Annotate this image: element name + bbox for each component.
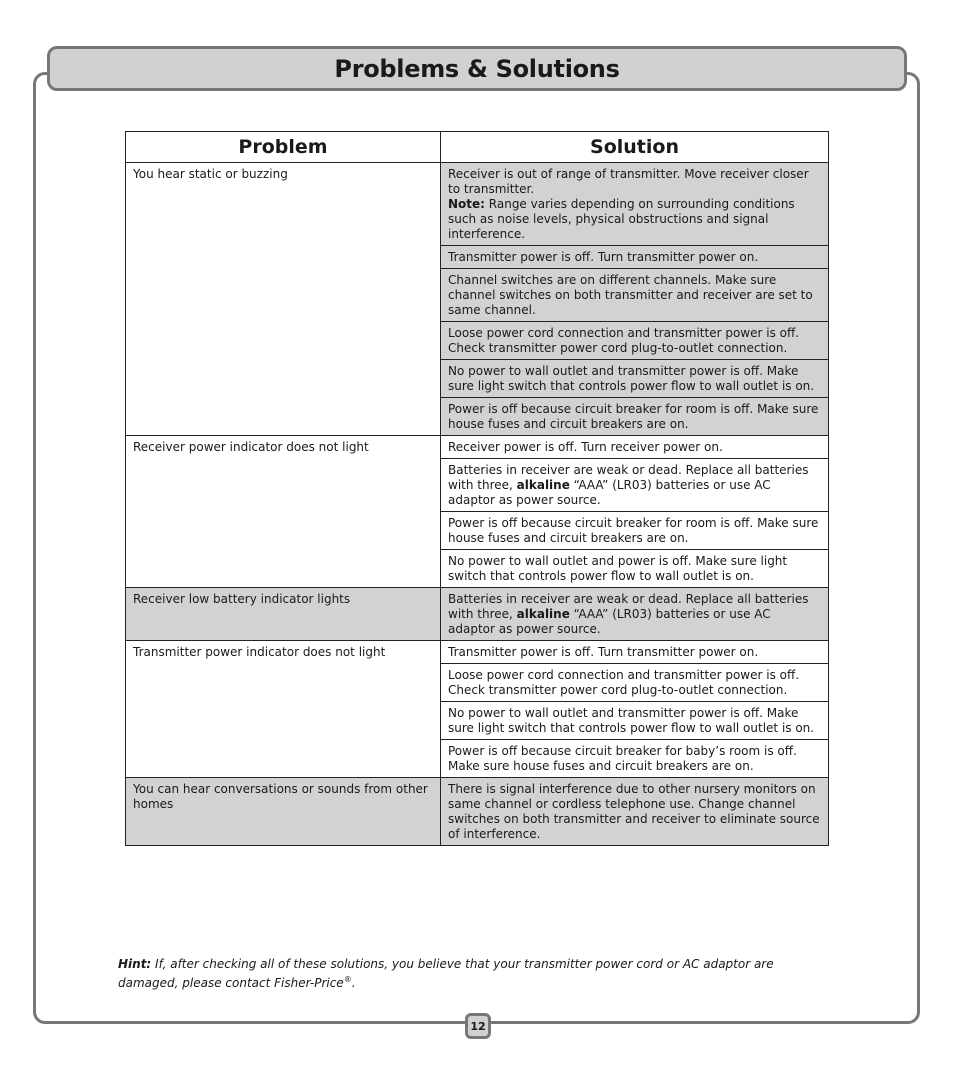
solution-cell: Power is off because circuit breaker for baby’s room is off. Make sure house fuses and circuit breakers are on. — [441, 740, 829, 778]
page-title: Problems & Solutions — [334, 54, 620, 83]
solution-cell: No power to wall outlet and power is off. Make sure light switch that controls power flow to wall outlet is on. — [441, 550, 829, 588]
header-problem: Problem — [126, 132, 441, 163]
problem-cell: Transmitter power indicator does not light — [126, 641, 441, 778]
problem-cell: Receiver power indicator does not light — [126, 436, 441, 588]
solution-text: Receiver is out of range of transmitter. Move receiver closer to transmitter. — [448, 167, 809, 196]
table-row — [126, 163, 829, 246]
table-row — [126, 588, 829, 641]
problems-solutions-table — [125, 131, 829, 846]
solution-cell: Receiver power is off. Turn receiver power on. — [441, 436, 829, 459]
solution-text: Batteries in receiver are weak or dead. Replace all batteries with three, — [448, 592, 809, 621]
solution-cell: Loose power cord connection and transmitter power is off. Check transmitter power cord plug-to-outlet connection. — [441, 322, 829, 360]
table-header-row — [126, 132, 829, 163]
hint-label: Hint: — [118, 957, 152, 971]
solution-cell: Power is off because circuit breaker for room is off. Make sure house fuses and circuit breakers are on. — [441, 512, 829, 550]
table-row — [126, 778, 829, 846]
problem-cell: You hear static or buzzing — [126, 163, 441, 436]
page-number: 12 — [465, 1013, 491, 1039]
hint-text — [118, 957, 818, 991]
title-banner — [47, 46, 907, 91]
solution-cell: Transmitter power is off. Turn transmitter power on. — [441, 641, 829, 664]
note-label: Note: — [448, 197, 485, 211]
header-solution: Solution — [441, 132, 829, 163]
table-row — [126, 436, 829, 459]
solution-text: Batteries in receiver are weak or dead. Replace all batteries with three, — [448, 463, 809, 492]
solution-text: “AAA” (LR03) batteries or use AC adaptor as power source. — [448, 607, 771, 636]
solution-cell — [441, 163, 829, 246]
table-row — [126, 641, 829, 664]
solution-cell — [441, 588, 829, 641]
solution-cell: Loose power cord connection and transmitter power is off. Check transmitter power cord plug-to-outlet connection. — [441, 664, 829, 702]
hint-end: . — [351, 976, 356, 990]
solution-cell: There is signal interference due to other nursery monitors on same channel or cordless telephone use. Change channel switches on both transmitter and receiver to eliminate source of interference. — [441, 778, 829, 846]
problem-cell: Receiver low battery indicator lights — [126, 588, 441, 641]
hint-body: If, after checking all of these solutions, you believe that your transmitter power cord or AC adaptor are damaged, please contact Fisher-Price — [118, 957, 774, 990]
solution-cell: Channel switches are on different channels. Make sure channel switches on both transmitter and receiver are set to same channel. — [441, 269, 829, 322]
note-text: Range varies depending on surrounding conditions such as noise levels, physical obstructions and signal interference. — [448, 197, 795, 241]
solution-text: “AAA” (LR03) batteries or use AC adaptor as power source. — [448, 478, 771, 507]
solution-cell: Transmitter power is off. Turn transmitter power on. — [441, 246, 829, 269]
solution-cell: Power is off because circuit breaker for room is off. Make sure house fuses and circuit breakers are on. — [441, 398, 829, 436]
solution-cell: No power to wall outlet and transmitter power is off. Make sure light switch that controls power flow to wall outlet is on. — [441, 702, 829, 740]
solution-bold-text: alkaline — [516, 607, 570, 621]
problem-cell: You can hear conversations or sounds from other homes — [126, 778, 441, 846]
solution-cell — [441, 459, 829, 512]
solution-bold-text: alkaline — [516, 478, 570, 492]
solution-cell: No power to wall outlet and transmitter power is off. Make sure light switch that controls power flow to wall outlet is on. — [441, 360, 829, 398]
registered-mark: ® — [343, 975, 352, 984]
